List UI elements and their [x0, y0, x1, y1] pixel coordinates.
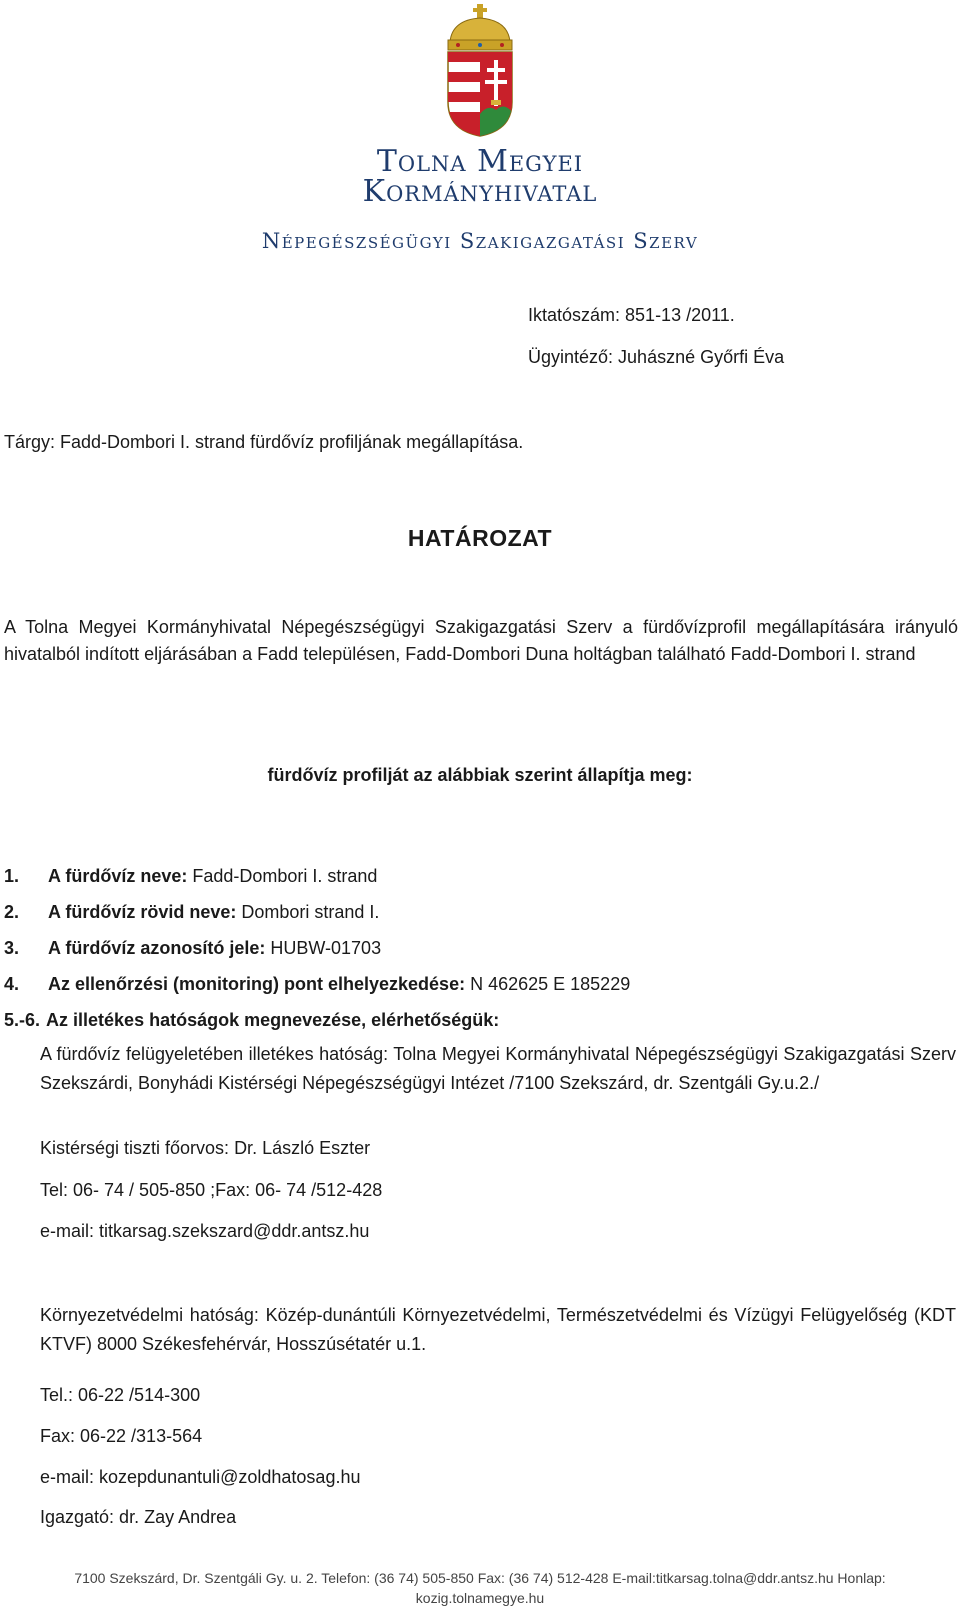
coat-of-arms-logo: [440, 2, 520, 138]
item-value: Fadd-Dombori I. strand: [187, 866, 378, 886]
item-label: A fürdővíz azonosító jele:: [48, 938, 266, 958]
org-name-line2: Kormányhivatal: [362, 174, 598, 209]
page-footer: [0, 1568, 960, 1608]
item-number: 1.: [4, 866, 20, 886]
item-value: N 462625 E 185229: [465, 974, 631, 994]
footer-line1: 7100 Szekszárd, Dr. Szentgáli Gy. u. 2. Telefon: (36 74) 505-850 Fax: (36 74) 512-428 E-mail:titkarsag.tolna@ddr.antsz.hu Honlap:: [74, 1570, 886, 1586]
authority2-phone: Tel.: 06-22 /514-300: [40, 1385, 201, 1405]
footer-line2: kozig.tolnamegye.hu: [415, 1590, 545, 1606]
item-label: A fürdővíz neve:: [48, 866, 188, 886]
list-item: [4, 966, 954, 1002]
intro-paragraph: A Tolna Megyei Kormányhivatal Népegészségügyi Szakigazgatási Szerv a fürdővízprofil megállapítására irányuló hivatalból indított eljárásában a Fadd településen, Fadd-Dombori Duna holtágban található Fadd-Dombori I. strand: [4, 617, 958, 664]
list-item: [4, 1002, 954, 1038]
profile-list: [4, 858, 954, 1038]
authority1-phone: Tel: 06- 74 / 505-850 ;Fax: 06- 74 /512-428: [40, 1180, 383, 1200]
document-title: HATÁROZAT: [407, 525, 553, 551]
supervising-authority-paragraph: A fürdővíz felügyeletében illetékes hatóság: Tolna Megyei Kormányhivatal Népegészségügyi Szakigazgatási Szerv Szekszárdi, Bonyhádi Kistérségi Népegészségügyi Intézet /7100 Szekszárd, dr. Szentgáli Gy.u.2./: [40, 1044, 956, 1093]
item-number: 3.: [4, 938, 20, 958]
authority2-fax: Fax: 06-22 /313-564: [40, 1426, 203, 1446]
org-department: Népegészségügyi Szakigazgatási Szerv: [261, 229, 699, 253]
authority2-email: e-mail: kozepdunantuli@zoldhatosag.hu: [40, 1467, 361, 1487]
chief-medical-officer: Kistérségi tiszti főorvos: Dr. László Eszter: [40, 1138, 371, 1158]
item-label: Az ellenőrzési (monitoring) pont elhelyezkedése:: [48, 974, 466, 994]
item-value: Dombori strand I.: [236, 902, 380, 922]
list-item: [4, 858, 954, 894]
item-number: 5.-6.: [4, 1010, 41, 1030]
environmental-authority-paragraph: Környezetvédelmi hatóság: Közép-dunántúli Környezetvédelmi, Természetvédelmi és Vízügyi Felügyelőség (KDT KTVF) 8000 Székesfehérvár, Hosszúsétatér u.1.: [40, 1305, 956, 1354]
list-item: [4, 894, 954, 930]
item-value: HUBW-01703: [265, 938, 382, 958]
item-label: A fürdővíz rövid neve:: [48, 902, 237, 922]
case-handler: Ügyintéző: Juhászné Győrfi Éva: [528, 347, 785, 367]
item-number: 2.: [4, 902, 20, 922]
item-number: 4.: [4, 974, 20, 994]
item-label: Az illetékes hatóságok megnevezése, elérhetőségük:: [46, 1010, 500, 1030]
authority2-director: Igazgató: dr. Zay Andrea: [40, 1507, 237, 1527]
decision-subheading: fürdővíz profilját az alábbiak szerint állapítja meg:: [267, 765, 693, 785]
file-number: Iktatószám: 851-13 /2011.: [528, 305, 735, 325]
authority1-email: e-mail: titkarsag.szekszard@ddr.antsz.hu: [40, 1221, 370, 1241]
org-name-line1: Tolna Megyei: [376, 144, 584, 179]
subject-line: Tárgy: Fadd-Dombori I. strand fürdővíz profiljának megállapítása.: [4, 432, 524, 452]
list-item: [4, 930, 954, 966]
